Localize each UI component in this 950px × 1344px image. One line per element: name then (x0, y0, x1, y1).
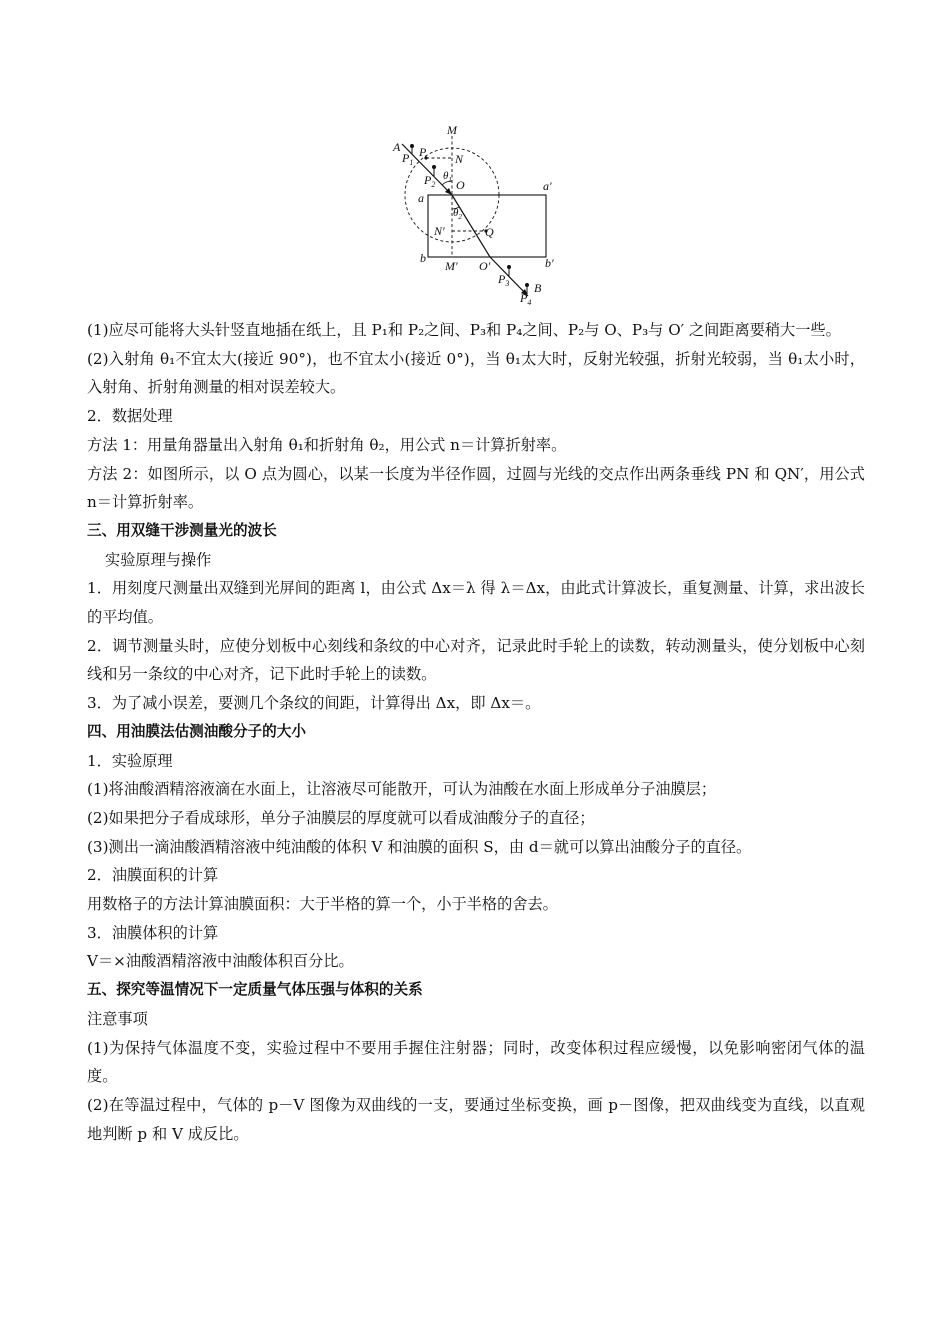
oil-film-principle: 1．实验原理 (87, 751, 173, 770)
refraction-diagram (388, 118, 578, 310)
method-1: 方法 1：用量角器量出入射角 θ₁和折射角 θ₂，用公式 n＝计算折射率。 (87, 435, 567, 454)
label-n-prime: N′ (434, 224, 445, 238)
label-b-point: B (534, 281, 542, 295)
note-2: (2)入射角 θ₁不宜太大(接近 90°)，也不宜太小(接近 0°)，当 θ₁太大时，反射光较强，折射光较弱，当 θ₁太小时，入射角、折射角测量的相对误差较大。 (87, 349, 865, 397)
label-p: P (419, 145, 427, 159)
oil-film-3: (3)测出一滴油酸酒精溶液中纯油酸的体积 V 和油膜的面积 S，由 d＝就可以算出油酸分子的直径。 (87, 837, 752, 856)
document-body (87, 316, 865, 1148)
heading-oil-film: 四、用油膜法估测油酸分子的大小 (87, 722, 306, 740)
label-p3: $P_3$ (498, 272, 510, 288)
label-theta1: $\theta_1$ (443, 170, 452, 184)
pin-p4 (525, 283, 529, 287)
double-slit-1: 1．用刻度尺测量出双缝到光屏间的距离 l，由公式 Δx＝λ 得 λ＝Δx，由此式计算波长，重复测量、计算，求出波长的平均值。 (87, 579, 865, 627)
label-a-prime: a′ (543, 179, 552, 193)
label-p2: $P_2$ (424, 173, 436, 189)
subheading-principle: 实验原理与操作 (105, 550, 212, 569)
double-slit-3: 3．为了减小误差，要测几个条纹的间距，计算得出 Δx，即 Δx＝。 (87, 694, 541, 713)
label-a: a (418, 191, 424, 205)
label-b-prime: b′ (545, 256, 554, 270)
heading-isothermal: 五、探究等温情况下一定质量气体压强与体积的关系 (87, 981, 423, 999)
note-1: (1)应尽可能将大头针竖直地插在纸上，且 P₁和 P₂之间、P₃和 P₄之间、P₂与 O、P₃与 O′ 之间距离要稍大一些。 (87, 321, 841, 339)
pin-p3 (507, 265, 511, 269)
oil-film-volume-heading: 3．油膜体积的计算 (87, 923, 219, 942)
oil-film-volume: V＝×油酸酒精溶液中油酸体积百分比。 (87, 952, 354, 971)
isothermal-notes-heading: 注意事项 (87, 1009, 148, 1028)
label-p1: $P_1$ (402, 151, 414, 167)
label-q: Q (485, 225, 494, 239)
label-p4: $P_4$ (520, 291, 532, 307)
heading-double-slit: 三、用双缝干涉测量光的波长 (87, 521, 277, 539)
label-b: b (420, 251, 426, 265)
label-n: N (455, 152, 464, 166)
label-m: M (447, 123, 457, 137)
label-a-point: A (393, 140, 401, 154)
section-data-processing: 2．数据处理 (87, 407, 173, 426)
isothermal-2: (2)在等温过程中，气体的 p－V 图像为双曲线的一支，要通过坐标变换，画 p－图像，把双曲线变为直线，以直观地判断 p 和 V 成反比。 (87, 1095, 865, 1143)
isothermal-1: (1)为保持气体温度不变，实验过程中不要用手握住注射器；同时，改变体积过程应缓慢，以免影响密闭气体的温度。 (87, 1038, 865, 1086)
oil-film-area: 用数格子的方法计算油膜面积：大于半格的算一个，小于半格的舍去。 (87, 895, 558, 914)
label-o-prime: O′ (479, 259, 491, 273)
label-o: O (456, 178, 465, 192)
label-m-prime: M′ (445, 259, 458, 273)
oil-film-1: (1)将油酸酒精溶液滴在水面上，让溶液尽可能散开，可认为油酸在水面上形成单分子油膜层； (87, 780, 717, 799)
oil-film-area-heading: 2．油膜面积的计算 (87, 866, 219, 885)
label-theta2: $\theta_2$ (453, 207, 462, 221)
method-2: 方法 2：如图所示，以 O 点为圆心，以某一长度为半径作圆，过圆与光线的交点作出两条垂线 PN 和 QN′，用公式 n＝计算折射率。 (87, 464, 865, 512)
oil-film-2: (2)如果把分子看成球形，单分子油膜层的厚度就可以看成油酸分子的直径； (87, 808, 595, 827)
double-slit-2: 2．调节测量头时，应使分划板中心刻线和条纹的中心对齐，记录此时手轮上的读数，转动测量头，使分划板中心刻线和另一条纹的中心对齐，记下此时手轮上的读数。 (87, 636, 865, 684)
pin-p1 (410, 144, 414, 148)
pin-p2 (432, 165, 436, 169)
